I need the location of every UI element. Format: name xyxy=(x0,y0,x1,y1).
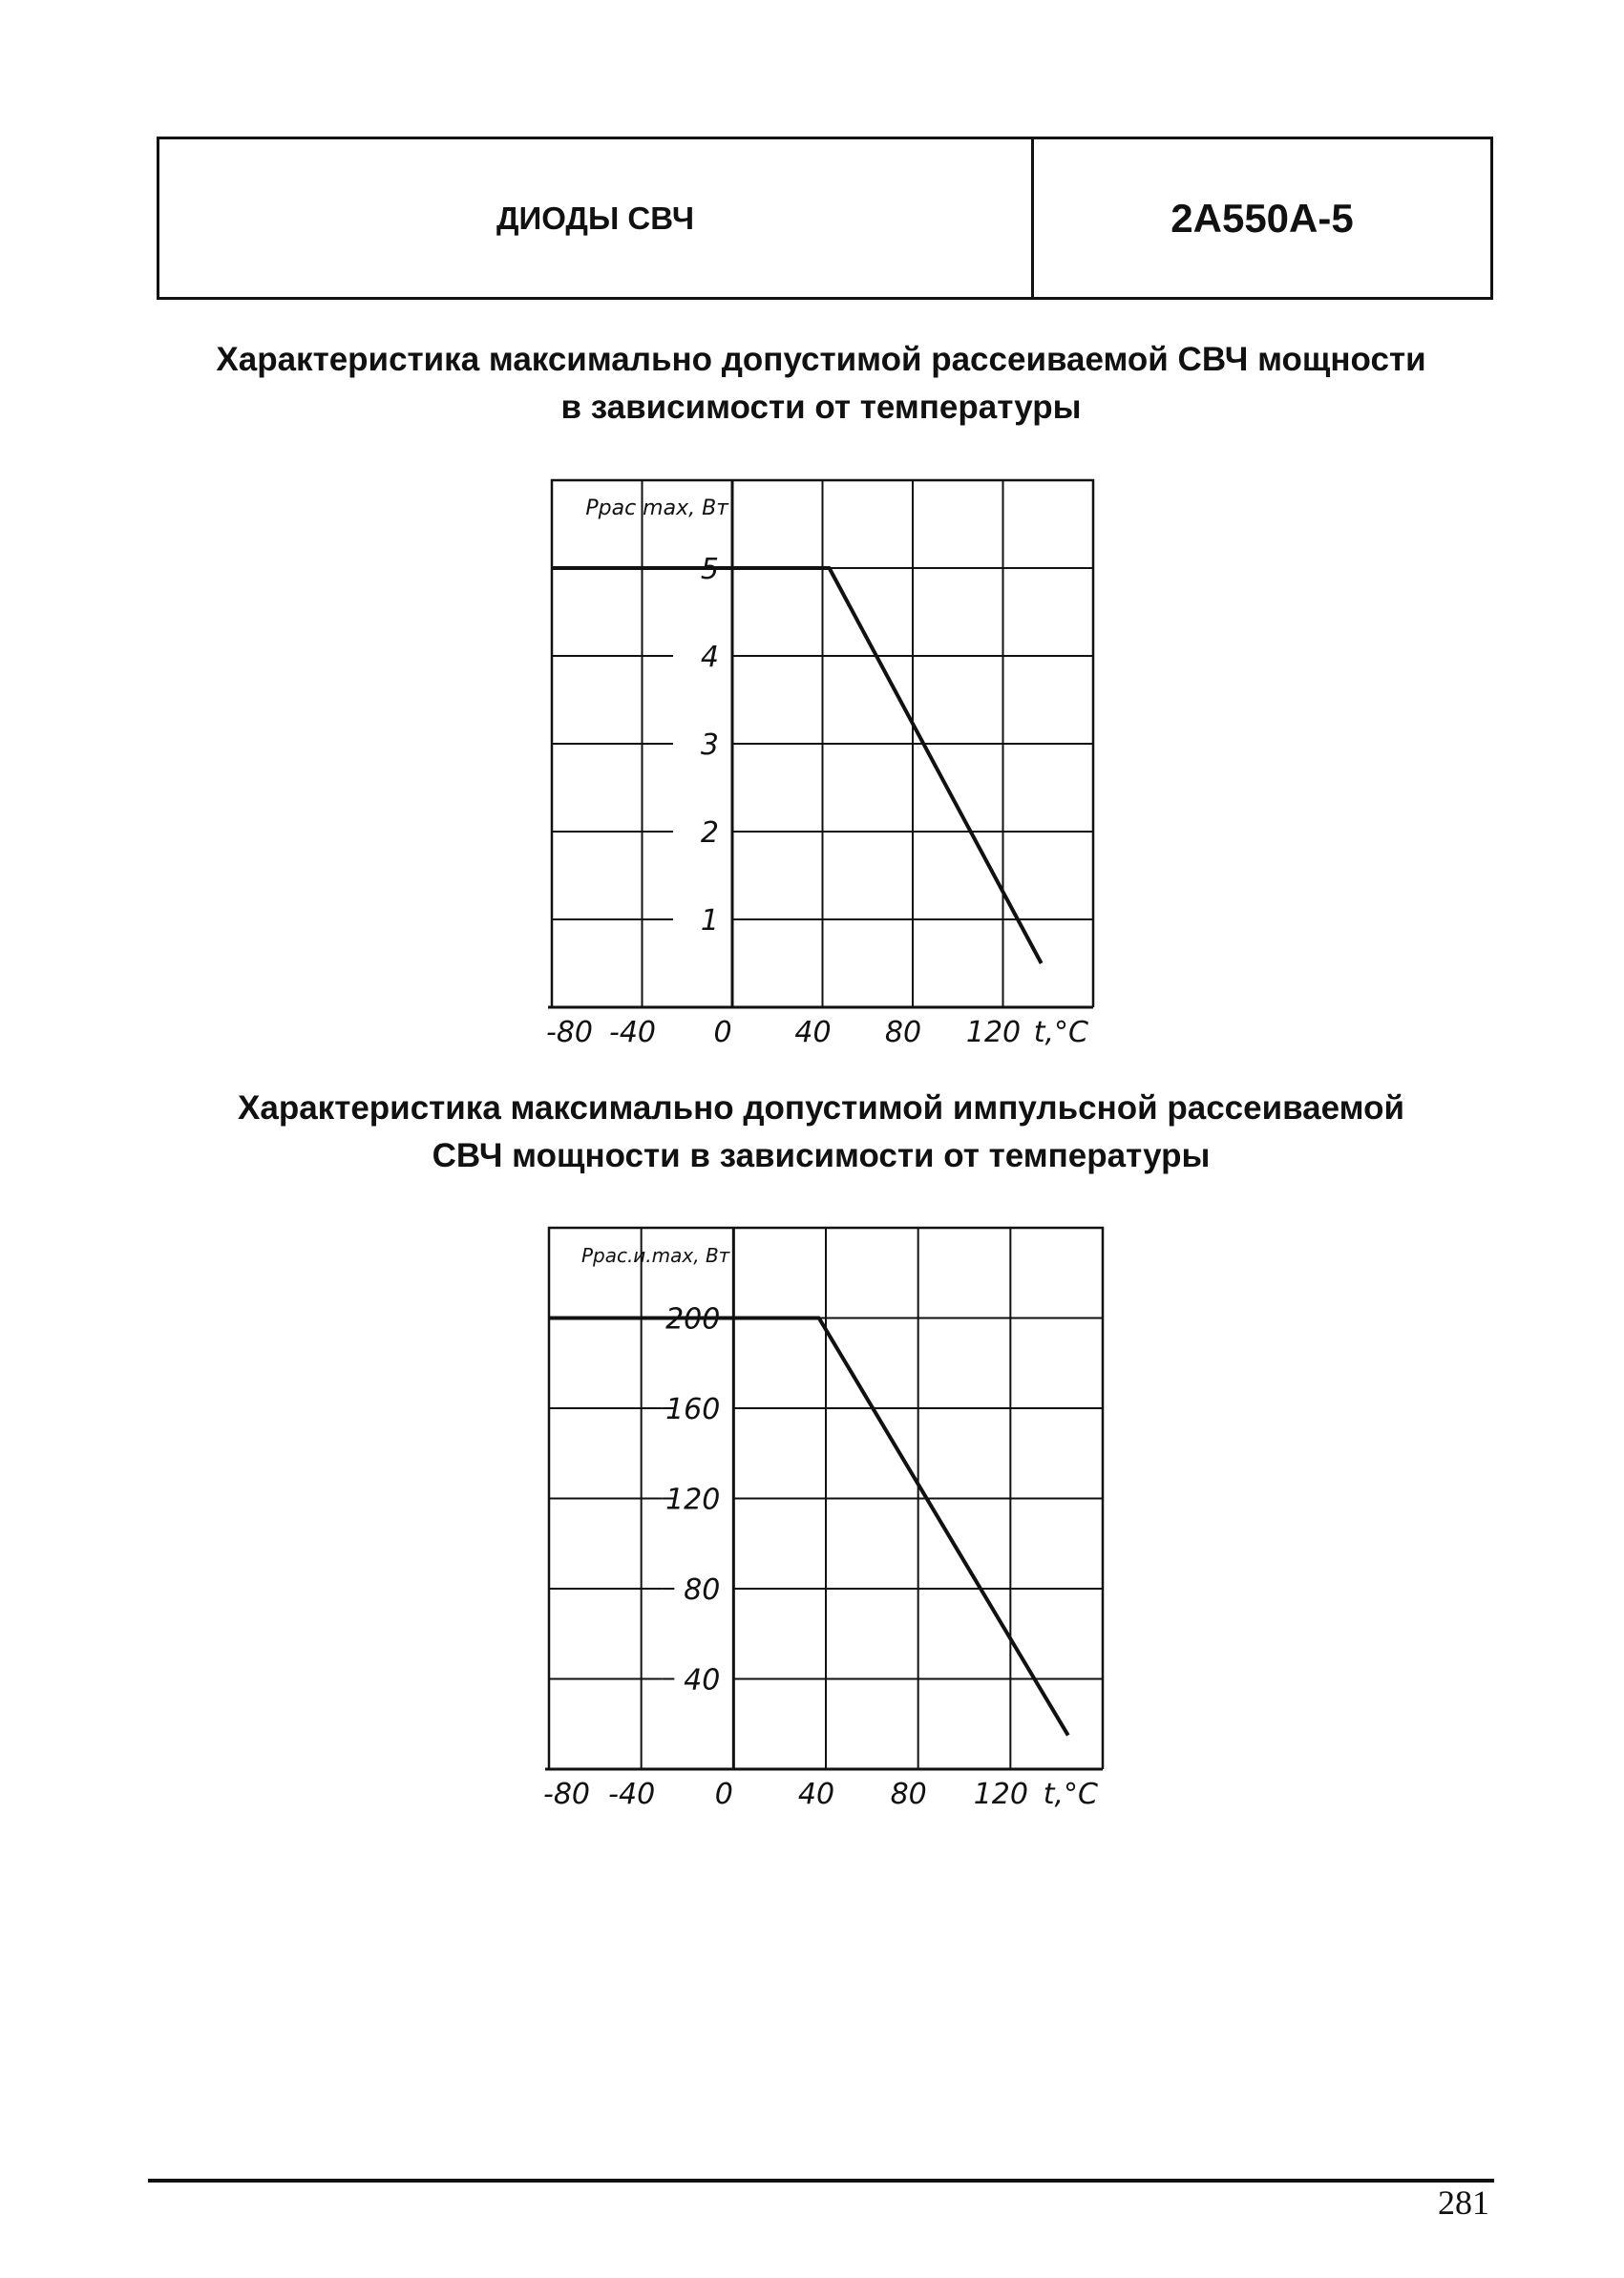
x-tick-label: 40 xyxy=(794,1016,832,1049)
x-axis-label: t,°C xyxy=(1043,1778,1098,1811)
series-line xyxy=(549,1318,1068,1736)
y-tick-label: 3 xyxy=(700,728,719,762)
y-tick-label: 80 xyxy=(684,1573,721,1607)
y-tick-label: 160 xyxy=(665,1393,721,1426)
y-tick-label: 4 xyxy=(700,641,719,674)
x-tick-label: -40 xyxy=(609,1016,656,1049)
header-part-number: 2А550А-5 xyxy=(1171,195,1354,241)
chart-2-title-line-2: СВЧ мощности в зависимости от температуры xyxy=(432,1137,1211,1174)
y-tick-label: 1 xyxy=(700,904,719,938)
x-tick-label: 0 xyxy=(713,1016,732,1049)
x-tick-label: 120 xyxy=(965,1016,1022,1049)
x-tick-label: 80 xyxy=(884,1016,922,1049)
x-tick-label: 80 xyxy=(890,1778,927,1811)
x-tick-label: -40 xyxy=(608,1778,656,1811)
y-tick-label: 5 xyxy=(700,553,719,586)
y-tick-label: 40 xyxy=(684,1663,721,1698)
x-tick-label: -80 xyxy=(546,1016,593,1049)
x-axis-label: t,°C xyxy=(1033,1016,1088,1049)
y-axis-label: Pрас max, Вт xyxy=(585,496,728,520)
x-tick-label: 40 xyxy=(797,1778,835,1811)
header-category: ДИОДЫ СВЧ xyxy=(159,139,1034,297)
chart-1-title-line-2: в зависимости от температуры xyxy=(560,389,1082,426)
y-tick-label: 200 xyxy=(665,1302,721,1337)
y-tick-label: 120 xyxy=(665,1483,721,1517)
page-number: 281 xyxy=(1438,2183,1489,2222)
footer-rule xyxy=(148,2179,1494,2183)
chart-2-title-line-1: Характеристика максимально допустимой импульсной рассеиваемой xyxy=(238,1089,1404,1127)
y-tick-label: 2 xyxy=(700,816,719,850)
x-tick-label: -80 xyxy=(543,1778,590,1811)
x-tick-label: 0 xyxy=(714,1778,733,1811)
y-axis-label: Pрас.и.max, Вт xyxy=(580,1244,730,1267)
chart-1-title-line-1: Характеристика максимально допустимой рассеиваемой СВЧ мощности xyxy=(216,341,1426,378)
x-tick-label: 120 xyxy=(973,1778,1028,1811)
